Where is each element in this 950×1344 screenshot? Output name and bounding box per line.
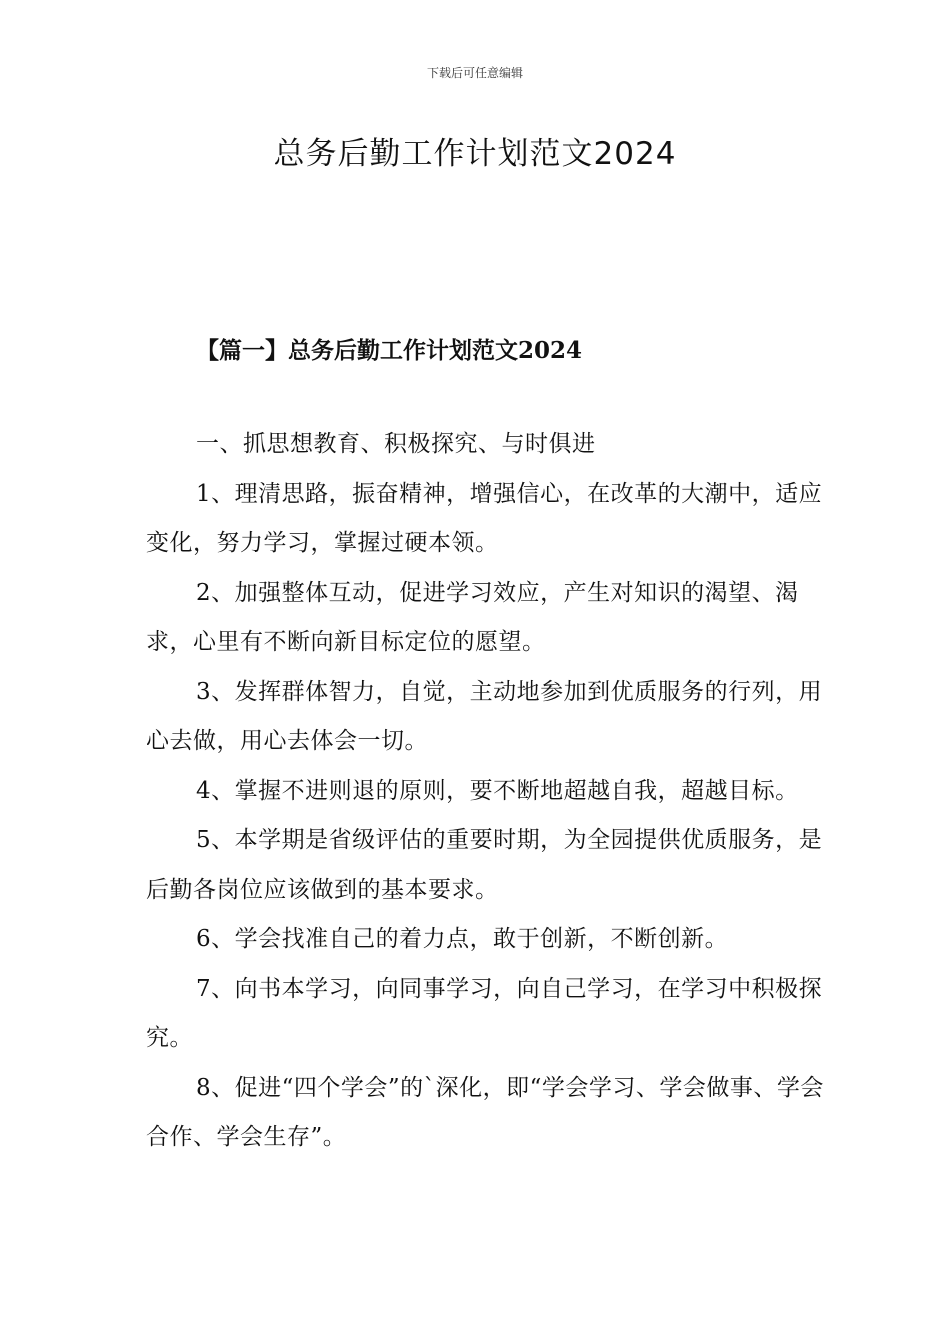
paragraph-item-2: 2、加强整体互动，促进学习效应，产生对知识的渴望、渴求，心里有不断向新目标定位的愿望。 <box>146 579 799 655</box>
document-title: 总务后勤工作计划范文2024 <box>273 136 677 172</box>
paragraph-heading-1: 一、抓思想教育、积极探究、与时俱进 <box>196 431 596 457</box>
paragraph-item-6: 6、学会找准自己的着力点，敢于创新，不断创新。 <box>196 926 729 952</box>
header-note: 下载后可任意编辑 <box>426 66 523 80</box>
paragraph-item-4: 4、掌握不进则退的原则，要不断地超越自我，超越目标。 <box>196 777 799 804</box>
paragraph-item-3: 3、发挥群体智力，自觉，主动地参加到优质服务的行列，用心去做，用心去体会一切。 <box>146 678 823 754</box>
paragraph-item-1: 1、理清思路，振奋精神，增强信心，在改革的大潮中，适应变化，努力学习，掌握过硬本领。 <box>146 480 823 556</box>
paragraph-item-7: 7、向书本学习，向同事学习，向自己学习，在学习中积极探究。 <box>146 975 823 1051</box>
paragraph-item-5: 5、本学期是省级评估的重要时期，为全园提供优质服务，是后勤各岗位应该做到的基本要求。 <box>146 827 823 903</box>
document-body <box>146 420 836 1163</box>
section-title: 【篇一】总务后勤工作计划范文2024 <box>196 337 583 364</box>
paragraph-item-8: 8、促进“四个学会”的`深化，即“学会学习、学会做事、学会合作、学会生存”。 <box>146 1074 824 1150</box>
